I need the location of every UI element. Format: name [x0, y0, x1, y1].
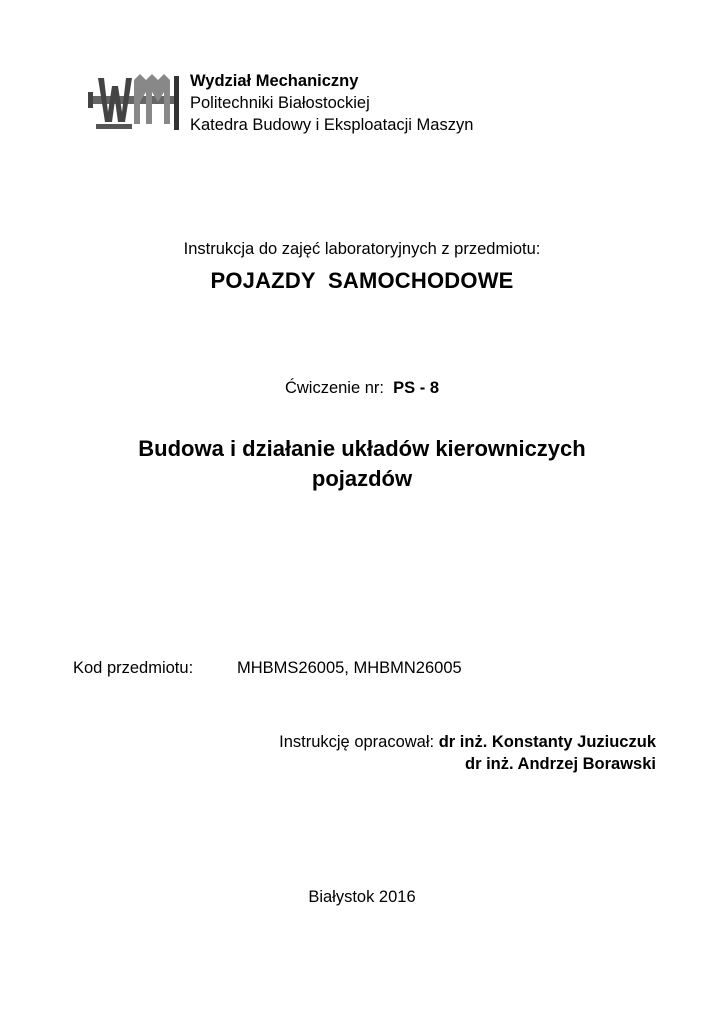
place-date: Białystok 2016: [308, 888, 416, 906]
author-1: dr inż. Konstanty Juziuczuk: [438, 733, 656, 751]
author-2: dr inż. Andrzej Borawski: [464, 755, 656, 773]
exercise-line: [0, 379, 724, 398]
subject-title: POJAZDY SAMOCHODOWE: [210, 268, 514, 293]
title-line-2: pojazdów: [311, 466, 413, 491]
intro-text: Instrukcja do zajęć laboratoryjnych z przedmiotu:: [183, 240, 541, 258]
course-code-value: MHBMS26005, MHBMN26005: [237, 659, 462, 677]
faculty-logo-icon: [88, 72, 180, 132]
faculty-name: Wydział Mechaniczny: [190, 72, 359, 90]
department-name: Katedra Budowy i Eksploatacji Maszyn: [190, 116, 474, 134]
exercise-number: PS - 8: [393, 379, 440, 397]
faculty-header: [190, 70, 473, 136]
exercise-label: Ćwiczenie nr:: [284, 379, 384, 397]
title-line-1: Budowa i działanie układów kierowniczych: [138, 436, 586, 461]
document-title: [0, 434, 724, 494]
authors-block: [279, 731, 656, 775]
course-code-label: Kod przedmiotu:: [73, 659, 194, 677]
university-name: Politechniki Białostockiej: [190, 94, 370, 112]
authors-label: Instrukcję opracował:: [279, 733, 435, 751]
